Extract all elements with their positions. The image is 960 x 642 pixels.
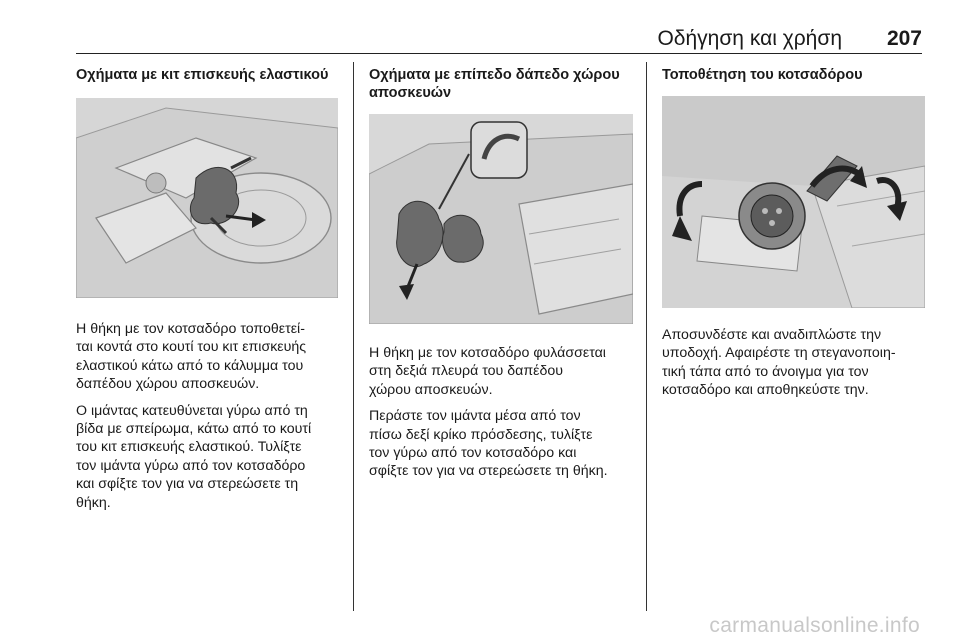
column-heading: Τοποθέτηση του κοτσαδόρου	[662, 67, 863, 83]
illustration-fitting-towbar	[662, 96, 925, 308]
watermark: carmanualsonline.info	[709, 614, 920, 637]
column-divider-1	[353, 62, 354, 611]
illustration-flat-load-floor	[369, 114, 633, 324]
column-fitting-towbar	[662, 62, 926, 400]
header-rule	[76, 53, 922, 54]
paragraph-lashing-eye: Περάστε τον ιμάντα μέσα από τον πίσω δεξί κρίκο πρόσδεσης, τυλίξτε τον γύρω από τον κοτσαδόρο και σφίξτε τον για να στερεώσετε τη θήκη.	[369, 408, 608, 480]
column-tyre-repair-kit	[76, 62, 341, 512]
load-floor-drawing	[369, 114, 633, 324]
paragraph-socket-instructions: Αποσυνδέστε και αναδιπλώστε την υποδοχή. Αφαιρέστε τη στεγανοποιη- τική τάπα από το άνοιγμα για τον κοτσαδόρο και αποθηκεύστε την.	[662, 327, 896, 399]
paragraph-placement: Η θήκη με τον κοτσαδόρο τοποθετεί- ται κοντά στο κουτί του κιτ επισκευής ελαστικού κάτω από το κάλυμμα του δαπέδου χώρου αποσκευών.	[76, 321, 307, 393]
illustration-tyre-repair-kit	[76, 98, 338, 298]
paragraph-storage: Η θήκη με τον κοτσαδόρο φυλάσσεται στη δεξιά πλευρά του δαπέδου χώρου αποσκευών.	[369, 345, 606, 398]
trunk-storage-drawing	[76, 98, 338, 298]
column-heading: Οχήματα με κιτ επισκευής ελαστικού	[76, 67, 329, 83]
section-title: Οδήγηση και χρήση	[657, 27, 842, 50]
page-number: 207	[886, 27, 922, 50]
column-flat-load-floor	[369, 62, 637, 481]
column-divider-2	[646, 62, 647, 611]
paragraph-strap: Ο ιμάντας κατευθύνεται γύρω από τη βίδα με σπείρωμα, κάτω από το κουτί του κιτ επισκευής ελαστικού. Τυλίξτε τον ιμάντα γύρω από τον κοτσαδόρο και σφίξτε τον για να στερεώσετε τη θήκη.	[76, 402, 312, 511]
towbar-socket-drawing	[662, 96, 925, 308]
column-heading: Οχήματα με επίπεδο δάπεδο χώρου αποσκευών	[369, 67, 620, 101]
